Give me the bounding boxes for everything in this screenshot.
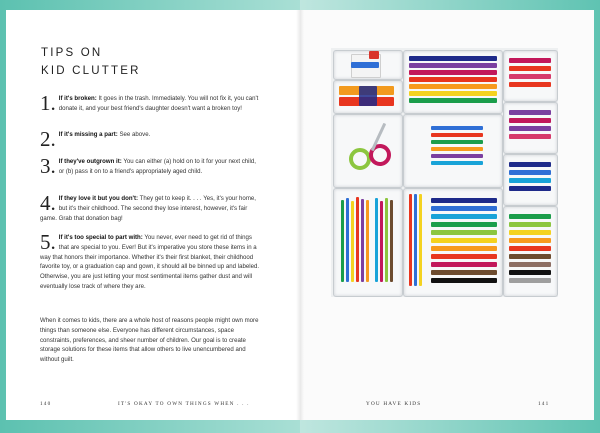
crayon — [509, 222, 551, 227]
crayon — [509, 186, 551, 191]
marker — [409, 63, 497, 68]
tip-number: 3. — [40, 154, 56, 178]
tip-heading: If they love it but you don't: — [58, 195, 139, 202]
thin-marker — [431, 154, 483, 158]
tip-heading: If it's too special to part with: — [58, 234, 143, 241]
tip-heading: If it's broken: — [58, 95, 97, 102]
crayon — [509, 82, 551, 87]
tip-number: 5. — [40, 230, 56, 254]
crayon — [431, 246, 497, 251]
crayon — [509, 262, 551, 267]
running-head-left: IT'S OKAY TO OWN THINGS WHEN . . . — [118, 401, 250, 407]
crayon — [509, 162, 551, 167]
crayon — [509, 118, 551, 123]
tip-2 — [40, 127, 262, 151]
title-line-2: KID CLUTTER — [41, 65, 141, 77]
crayon — [431, 254, 497, 259]
tip-number: 4. — [40, 191, 56, 215]
tip-text: See above. — [117, 131, 151, 138]
pencil — [351, 201, 354, 282]
crayon — [509, 110, 551, 115]
thin-marker — [431, 161, 483, 165]
crayon — [509, 246, 551, 251]
pencil — [409, 194, 412, 286]
crayon — [509, 238, 551, 243]
pencil — [366, 200, 369, 282]
marker — [409, 91, 497, 96]
crayon — [431, 270, 497, 275]
crayon — [509, 126, 551, 131]
crayon — [431, 230, 497, 235]
tip-3 — [40, 154, 262, 178]
scissors-handle — [349, 148, 371, 170]
tip-5 — [40, 230, 262, 292]
tip-1 — [40, 91, 262, 115]
thin-marker — [431, 147, 483, 151]
tip-4 — [40, 191, 262, 223]
bin — [503, 206, 558, 297]
crayon — [431, 222, 497, 227]
tip-heading: If they've outgrown it: — [58, 158, 122, 165]
pencil — [414, 194, 417, 286]
glue-label — [351, 62, 379, 68]
marker — [409, 84, 497, 89]
pencil — [356, 197, 359, 282]
crayon — [509, 134, 551, 139]
crayon — [509, 170, 551, 175]
glue-cap — [369, 51, 379, 59]
crayon — [509, 214, 551, 219]
marker — [409, 70, 497, 75]
running-head-right: YOU HAVE KIDS — [366, 401, 422, 407]
crayon — [431, 262, 497, 267]
crayon — [509, 278, 551, 283]
pencil — [341, 200, 344, 282]
pencil — [375, 198, 378, 282]
pencil — [361, 199, 364, 282]
intro-paragraph: When it comes to kids, there are a whole host of reasons people might own more things than someone else. Everyone has different circumstances, space constraints, preferences, and sheer number of children. Our goal is to create storage solutions for these items that allow others to live unencumbered and without guilt. — [40, 317, 259, 364]
page-title — [41, 44, 141, 80]
crayon — [509, 74, 551, 79]
crayon — [509, 178, 551, 183]
pencil — [385, 198, 388, 282]
tip-heading: If it's missing a part: — [58, 131, 118, 138]
pencil — [390, 200, 393, 282]
thin-marker — [431, 133, 483, 137]
pencil — [419, 194, 422, 286]
organized-crayons-photo — [331, 48, 558, 297]
title-line-1: TIPS ON — [41, 47, 103, 59]
book-gutter — [296, 10, 304, 420]
crayon — [509, 58, 551, 63]
tip-text: You never, ever need to get rid of things that are special to you. Ever! But it's imperative you store these items in a way that honors their importance. Whether it's their first blanket, their childhood favorite toy, or a graduation cap and gown, it should all be binned up and labeled. Otherwise, you are just letting your most sentimental items gather dust and will eventually lose track of where they are. — [40, 234, 260, 290]
thin-marker — [431, 140, 483, 144]
tip-text: You can either (a) hold on to it for your next child, or (b) pass it on to a friend's appropriately aged child. — [58, 158, 256, 175]
crayon — [431, 278, 497, 283]
tip-number: 2. — [40, 127, 56, 151]
pencil — [380, 201, 383, 282]
crayon — [509, 254, 551, 259]
tip-text: It goes in the trash. Immediately. You will not fix it, you can't donate it, and your best friend's daughter doesn't want a broken toy! — [58, 95, 259, 112]
page-number-right: 141 — [538, 401, 550, 407]
crayon — [431, 214, 497, 219]
marker — [409, 98, 497, 103]
page-number-left: 140 — [40, 401, 52, 407]
crayon — [431, 206, 497, 211]
crayon — [431, 198, 497, 203]
marker — [409, 56, 497, 61]
crayon — [431, 238, 497, 243]
pencil — [346, 198, 349, 282]
crayon — [509, 270, 551, 275]
crayon — [509, 230, 551, 235]
tip-text: They get to keep it. . . . Yes, it's your home, but it's their childhood. The second they lose interest, however, it's fair game. Grab that donation bag! — [40, 195, 256, 222]
thin-marker — [431, 126, 483, 130]
crayon — [509, 66, 551, 71]
tip-number: 1. — [40, 91, 56, 115]
glue-stick-label — [359, 86, 377, 106]
marker — [409, 77, 497, 82]
